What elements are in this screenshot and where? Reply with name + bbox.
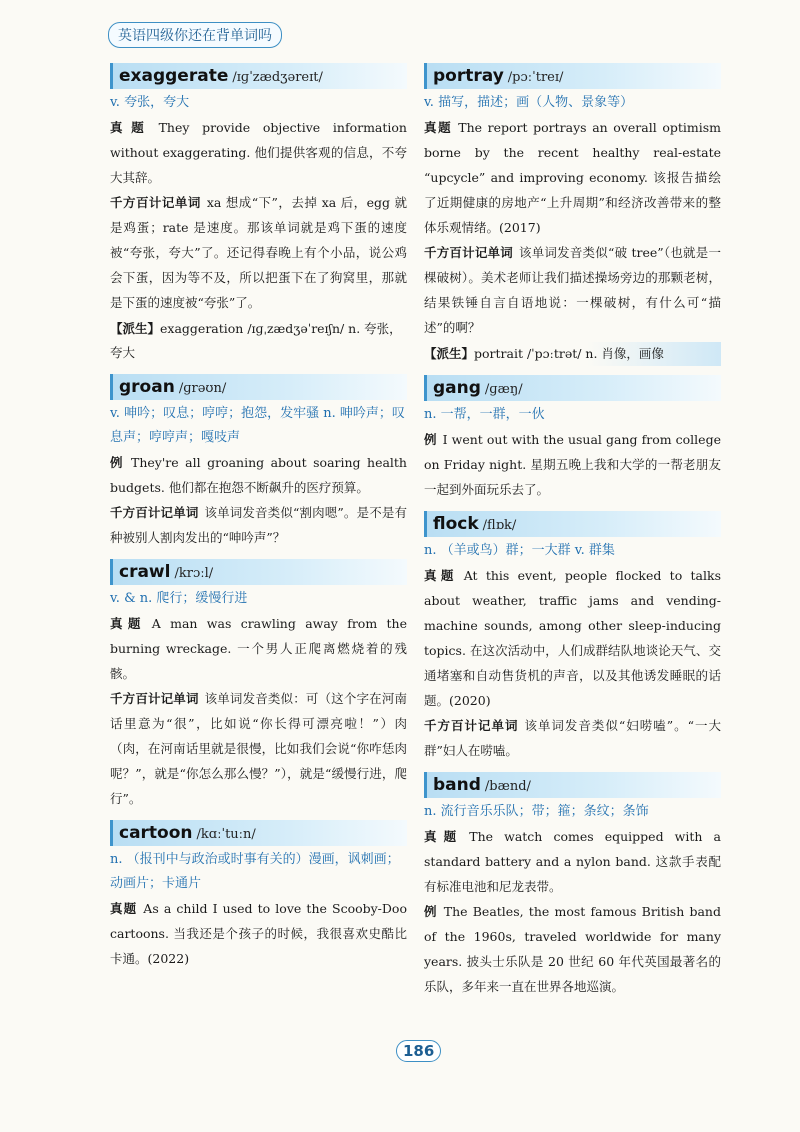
headword-bar bbox=[110, 820, 407, 846]
example-text: They're all groaning about soaring health budgets. 他们都在抱怨不断飙升的医疗预算。 bbox=[110, 455, 407, 495]
memory-tip bbox=[110, 686, 407, 811]
right-column bbox=[424, 63, 721, 1008]
exam-text: The report portrays an overall optimism borne by the recent healthy real-estate “upcycle” and improving economy. 该报告描绘了近期健康的房地产“上升周期”和经济改善带来的整体乐观情绪。(2017) bbox=[424, 120, 721, 235]
phonetic: /ɡæŋ/ bbox=[484, 382, 523, 397]
memory-tip bbox=[424, 240, 721, 340]
entry-exaggerate bbox=[110, 63, 407, 365]
derivative-label: 【派生】 bbox=[110, 321, 161, 336]
exam-example bbox=[424, 115, 721, 240]
headword: groan bbox=[119, 377, 175, 397]
definition: v. & n. 爬行；缓慢行进 bbox=[110, 591, 248, 606]
derivative bbox=[110, 317, 407, 365]
phonetic: /ɡrəʊn/ bbox=[178, 381, 227, 396]
memory-label: 千方百计记单词 bbox=[110, 195, 201, 210]
phonetic: /ɪɡˈzædʒəreɪt/ bbox=[232, 70, 323, 85]
exam-example bbox=[424, 824, 721, 899]
exam-text: The watch comes equipped with a standard battery and a nylon band. 这款手表配有标准电池和尼龙表带。 bbox=[424, 829, 721, 894]
derivative-text: exaggeration /ɪɡˌzædʒəˈreɪʃn/ n. 夸张，夸大 bbox=[110, 321, 402, 360]
exam-label: 真题 bbox=[110, 616, 146, 631]
exam-text: At this event, people flocked to talks about weather, traffic jams and vending-machine sounds, among other sleep-inducing topics. 在这次活动中，人们成群结队地谈论天气、交通堵塞和自动售货机的声音，以及其他诱发睡眠的话题。(2020) bbox=[424, 568, 721, 708]
memory-text: xa 想成“下”，去掉 xa 后，egg 就是鸡蛋；rate 是速度。那该单词就是鸡下蛋的速度被“夸张，夸大”了。还记得春晚上有个小品，说公鸡会下蛋，因为等不及，所以把蛋下在了狗窝里，那就是下蛋的速度被“夸张”了。 bbox=[110, 195, 407, 310]
entry-flock bbox=[424, 511, 721, 763]
definition: v. 夸张，夸大 bbox=[110, 95, 190, 110]
exam-label: 真题 bbox=[424, 568, 458, 583]
entry-band bbox=[424, 772, 721, 999]
memory-text: 该单词发音类似“割肉嗯”。是不是有种被别人割肉发出的“呻吟声”？ bbox=[110, 505, 407, 545]
phonetic: /bænd/ bbox=[484, 779, 531, 794]
exam-label: 真题 bbox=[110, 120, 153, 135]
headword: band bbox=[433, 775, 481, 795]
derivative-label: 【派生】 bbox=[424, 346, 475, 361]
definition: n. （报刊中与政治或时事有关的）漫画，讽刺画；动画片；卡通片 bbox=[110, 852, 400, 891]
exam-example bbox=[110, 896, 407, 971]
example bbox=[110, 450, 407, 500]
phonetic: /krɔːl/ bbox=[174, 566, 214, 581]
memory-text: 该单词发音类似“破 tree”（也就是一棵破树）。美术老师让我们描述操场旁边的那颗老树，结果铁锤自言自语地说：一棵破树，有什么可“描述”的啊？ bbox=[424, 245, 721, 335]
memory-tip bbox=[110, 500, 407, 550]
definition: n. （羊或鸟）群；一大群 v. 群集 bbox=[424, 543, 615, 558]
headword: crawl bbox=[119, 562, 171, 582]
example-label: 例 bbox=[424, 432, 437, 447]
example bbox=[424, 899, 721, 999]
page-number: 186 bbox=[396, 1040, 441, 1062]
entry-gang bbox=[424, 375, 721, 502]
headword-bar bbox=[424, 511, 721, 537]
headword: exaggerate bbox=[119, 66, 229, 86]
phonetic: /pɔːˈtreɪ/ bbox=[507, 70, 564, 85]
exam-label: 真题 bbox=[110, 901, 138, 916]
memory-text: 该单词发音类似“妇唠嗑”。“一大群”妇人在唠嗑。 bbox=[424, 718, 721, 758]
headword: gang bbox=[433, 378, 481, 398]
memory-text: 该单词发音类似：可（这个字在河南话里意为“很”，比如说“你长得可漂亮啦！”）肉（肉，在河南话里就是很慢，比如我们会说“你咋恁肉呢？”，就是“你怎么那么慢？”），就是“缓慢行进，爬行”。 bbox=[110, 691, 407, 806]
headword-bar bbox=[110, 374, 407, 400]
exam-text: As a child I used to love the Scooby-Doo cartoons. 当我还是个孩子的时候，我很喜欢史酷比卡通。(2022) bbox=[110, 901, 407, 966]
definition: n. 一帮，一群，一伙 bbox=[424, 407, 545, 422]
derivative-text: portrait /ˈpɔːtrət/ n. 肖像，画像 bbox=[474, 346, 664, 361]
memory-label: 千方百计记单词 bbox=[424, 245, 513, 260]
exam-text: A man was crawling away from the burning wreckage. 一个男人正爬离燃烧着的残骸。 bbox=[110, 616, 407, 681]
headword-bar bbox=[424, 375, 721, 401]
exam-example bbox=[110, 611, 407, 686]
memory-label: 千方百计记单词 bbox=[424, 718, 519, 733]
definition: n. 流行音乐乐队；带；箍；条纹；条饰 bbox=[424, 804, 649, 819]
memory-label: 千方百计记单词 bbox=[110, 691, 199, 706]
example-text: I went out with the usual gang from college on Friday night. 星期五晚上我和大学的一帮老朋友一起到外面玩乐去了。 bbox=[424, 432, 721, 497]
definition: v. 描写，描述；画（人物、景象等） bbox=[424, 95, 634, 110]
headword-bar bbox=[424, 772, 721, 798]
memory-tip bbox=[424, 713, 721, 763]
entry-portray bbox=[424, 63, 721, 366]
exam-example bbox=[110, 115, 407, 190]
memory-label: 千方百计记单词 bbox=[110, 505, 199, 520]
headword-bar bbox=[424, 63, 721, 89]
headword: portray bbox=[433, 66, 504, 86]
exam-label: 真题 bbox=[424, 120, 453, 135]
exam-text: They provide objective information without exaggerating. 他们提供客观的信息，不夸大其辞。 bbox=[110, 120, 407, 185]
headword-bar bbox=[110, 63, 407, 89]
headword: cartoon bbox=[119, 823, 193, 843]
exam-example bbox=[424, 563, 721, 713]
headword-bar bbox=[110, 559, 407, 585]
example-text: The Beatles, the most famous British band of the 1960s, traveled worldwide for many years. 披头士乐队是 20 世纪 60 年代英国最著名的乐队，多年来一直在世界各地巡演。 bbox=[424, 904, 721, 994]
example-label: 例 bbox=[424, 904, 438, 919]
entry-crawl bbox=[110, 559, 407, 811]
book-title-tag: 英语四级你还在背单词吗 bbox=[108, 22, 282, 48]
exam-label: 真题 bbox=[424, 829, 464, 844]
phonetic: /kɑːˈtuːn/ bbox=[196, 827, 256, 842]
left-column bbox=[110, 63, 407, 980]
derivative bbox=[424, 342, 721, 366]
example bbox=[424, 427, 721, 502]
definition: v. 呻吟；叹息；哼哼；抱怨，发牢骚 n. 呻吟声；叹息声；哼哼声；嘎吱声 bbox=[110, 406, 405, 445]
example-label: 例 bbox=[110, 455, 126, 470]
entry-groan bbox=[110, 374, 407, 550]
phonetic: /flɒk/ bbox=[482, 518, 517, 533]
memory-tip bbox=[110, 190, 407, 315]
entry-cartoon bbox=[110, 820, 407, 971]
headword: flock bbox=[433, 514, 479, 534]
